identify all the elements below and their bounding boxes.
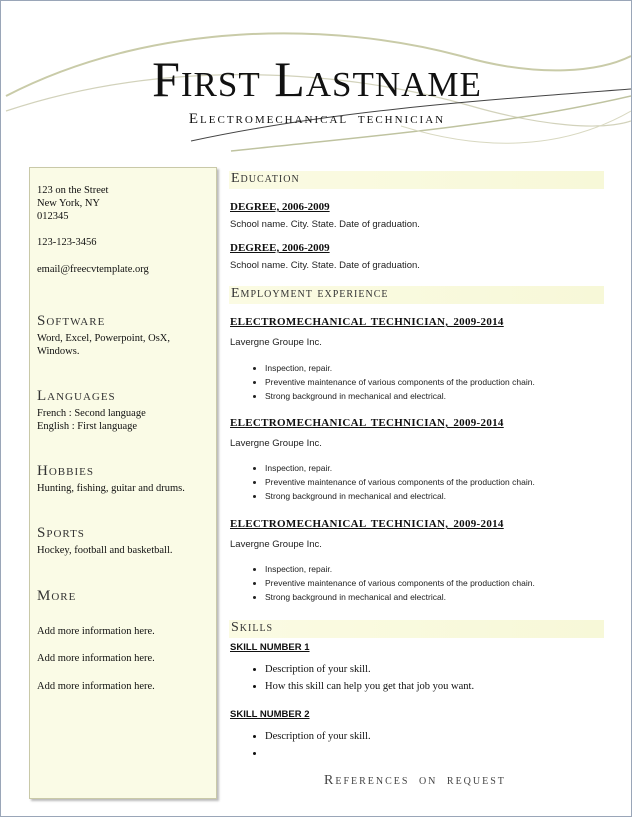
more-line: Add more information here.: [37, 626, 155, 637]
skill-bullets: [248, 728, 371, 762]
hobbies-heading: Hobbies: [37, 463, 94, 479]
skill-label: SKILL NUMBER 1: [230, 642, 310, 653]
address-line: 123 on the Street: [37, 185, 109, 196]
candidate-title: Electromechanical technician: [188, 111, 446, 127]
list-item: • Strong background in mechanical and electrical.: [265, 389, 535, 403]
sports-text: Hockey, football and basketball.: [37, 545, 173, 556]
skills-heading: Skills: [231, 620, 274, 635]
job-bullets: [248, 461, 535, 503]
job-company: Lavergne Groupe Inc.: [230, 539, 322, 550]
list-item: [265, 745, 371, 762]
job-company: Lavergne Groupe Inc.: [230, 438, 322, 449]
references-note: References on request: [324, 773, 506, 788]
job-company: Lavergne Groupe Inc.: [230, 337, 322, 348]
list-item: • Inspection, repair.: [265, 461, 535, 475]
hobbies-text: Hunting, fishing, guitar and drums.: [37, 483, 185, 494]
degree-detail: School name. City. State. Date of graduation.: [230, 219, 420, 230]
languages-heading: Languages: [37, 388, 116, 404]
address-line: New York, NY: [37, 198, 101, 209]
education-heading: Education: [231, 171, 300, 186]
software-heading: Software: [37, 313, 106, 329]
email-address: email@freecvtemplate.org: [37, 264, 149, 275]
job-title: ELECTROMECHANICAL TECHNICIAN, 2009-2014: [230, 518, 504, 530]
more-heading: More: [37, 588, 77, 604]
list-item: • Strong background in mechanical and electrical.: [265, 489, 535, 503]
contact-sidebar: [29, 167, 217, 799]
list-item: • Inspection, repair.: [265, 562, 535, 576]
list-item: • Description of your skill.: [265, 661, 474, 678]
list-item: • Description of your skill.: [265, 728, 371, 745]
software-text: Word, Excel, Powerpoint, OsX, Windows.: [37, 333, 171, 357]
skill-bullets: [248, 661, 474, 695]
list-item: • Preventive maintenance of various components of the production chain.: [265, 576, 535, 590]
language-line: English : First language: [37, 421, 138, 432]
degree-title: DEGREE, 2006-2009: [230, 201, 330, 213]
sports-heading: Sports: [37, 525, 85, 541]
list-item: • How this skill can help you get that job you want.: [265, 678, 474, 695]
language-line: French : Second language: [37, 408, 146, 419]
job-title: ELECTROMECHANICAL TECHNICIAN, 2009-2014: [230, 316, 504, 328]
skill-label: SKILL NUMBER 2: [230, 709, 310, 720]
list-item: • Preventive maintenance of various components of the production chain.: [265, 475, 535, 489]
section-bar: [229, 620, 604, 638]
candidate-name: First Lastname: [152, 51, 482, 107]
job-bullets: [248, 361, 535, 403]
employment-heading: Employment experience: [231, 286, 389, 301]
degree-detail: School name. City. State. Date of graduation.: [230, 260, 420, 271]
address-line: 012345: [37, 211, 69, 222]
list-item: • Preventive maintenance of various components of the production chain.: [265, 375, 535, 389]
list-item: • Inspection, repair.: [265, 361, 535, 375]
more-line: Add more information here.: [37, 653, 155, 664]
phone-number: 123-123-3456: [37, 237, 97, 248]
job-bullets: [248, 562, 535, 604]
list-item: • Strong background in mechanical and electrical.: [265, 590, 535, 604]
degree-title: DEGREE, 2006-2009: [230, 242, 330, 254]
more-line: Add more information here.: [37, 681, 155, 692]
job-title: ELECTROMECHANICAL TECHNICIAN, 2009-2014: [230, 417, 504, 429]
